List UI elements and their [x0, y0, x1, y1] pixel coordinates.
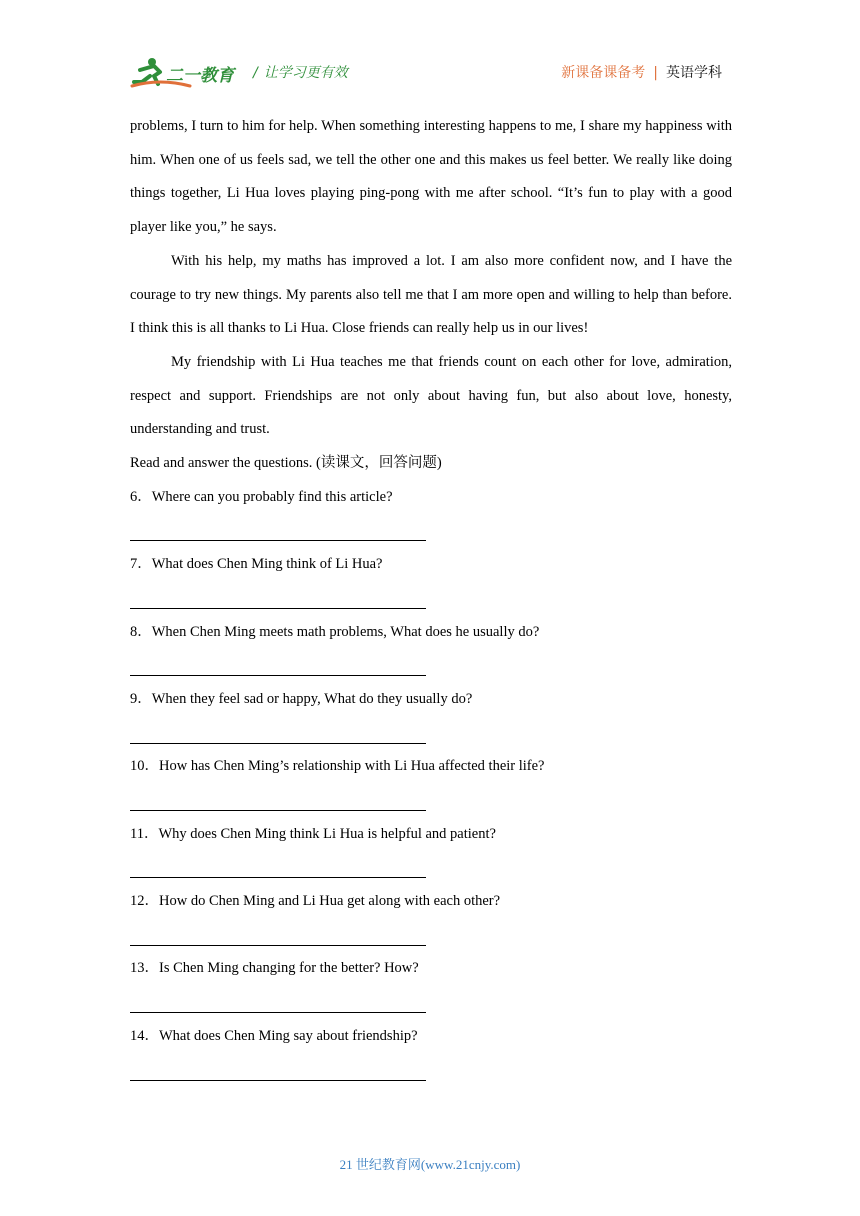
page-header [130, 54, 732, 94]
question: 8．When Chen Ming meets math problems, What does he usually do? [130, 623, 540, 640]
paragraph: With his help, my maths has improved a lot. I am also more confident now, and I have the courage to try new things. My parents also tell me that I am more open and willing to help than before. I think this is all thanks to Li Hua. Close friends can really help us in our lives! [130, 252, 732, 337]
answer-line [130, 986, 732, 1020]
answer-line [130, 784, 732, 818]
question: 9．When they feel sad or happy, What do they usually do? [130, 690, 473, 707]
paragraph: My friendship with Li Hua teaches me that friends count on each other for love, admiration, respect and support. Friendships are not only about having fun, but also about love, honesty, understanding and trust. [130, 353, 732, 438]
logo-text: 二一教育 [166, 66, 234, 86]
answer-line [130, 919, 732, 953]
slogan-text: 让学习更有效 [263, 65, 348, 81]
answer-line [130, 582, 732, 616]
slogan: / 让学习更有效 [253, 65, 348, 81]
question: 7．What does Chen Ming think of Li Hua? [130, 556, 383, 573]
question: 13．Is Chen Ming changing for the better? How? [130, 960, 419, 977]
answer-line [130, 717, 732, 751]
question: 11．Why does Chen Ming think Li Hua is helpful and patient? [130, 825, 496, 842]
logo [130, 56, 245, 90]
answer-line [130, 514, 732, 548]
course-label: 新课备课备考 [561, 65, 646, 81]
page-footer: 21 世纪教育网(www.21cnjy.com) [339, 1157, 521, 1172]
answer-line [130, 1054, 732, 1088]
document-body [130, 110, 732, 1087]
answer-line [130, 851, 732, 885]
instruction: Read and answer the questions. (读课文，回答问题) [130, 455, 442, 472]
header-course-info: 新课备课备考 | 英语学科 [561, 65, 722, 81]
question: 10．How has Chen Ming’s relationship with Li Hua affected their life? [130, 758, 545, 775]
question: 14．What does Chen Ming say about friendship? [130, 1027, 418, 1044]
question: 12．How do Chen Ming and Li Hua get along with each other? [130, 893, 501, 910]
subject-label: 英语学科 [666, 65, 722, 81]
paragraph: problems, I turn to him for help. When something interesting happens to me, I share my happiness with him. When one of us feels sad, we tell the other one and this makes us feel better. We really like doing things together, Li Hua loves playing ping-pong with me after school. “It’s fun to play with a good player like you,” he says. [130, 118, 732, 236]
answer-line [130, 649, 732, 683]
question: 6．Where can you probably find this article? [130, 488, 393, 505]
